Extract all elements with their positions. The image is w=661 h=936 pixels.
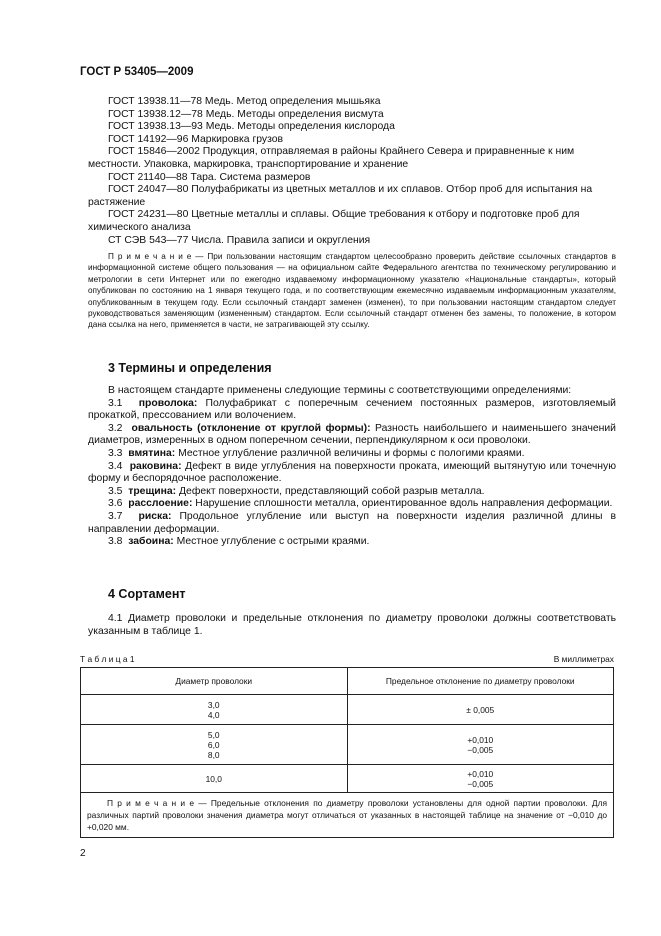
reference-item: СТ СЭВ 543—77 Числа. Правила записи и округления [108, 234, 371, 246]
reference-item: ГОСТ 21140—88 Тара. Система размеров [108, 171, 311, 183]
term-name: риска: [138, 510, 172, 522]
reference-item: ГОСТ 24231—80 Цветные металлы и сплавы. Общие требования к отбору и подготовке проб для химического анализа [88, 209, 580, 233]
term-item [88, 398, 616, 423]
reference-item: ГОСТ 13938.13—93 Медь. Методы определения кислорода [108, 121, 395, 133]
term-name: трещина: [128, 485, 177, 497]
section-4-paragraph: 4.1 Диаметр проволоки и предельные отклонения по диаметру проволоки должны соответствовать указанным в таблице 1. [88, 613, 616, 637]
diameter-value: 8,0 [207, 749, 220, 760]
term-number: 3.4 [108, 460, 123, 472]
table-header-diameter: Диаметр проволоки [81, 668, 348, 695]
term-number: 3.5 [108, 485, 123, 497]
term-name: забоина: [128, 536, 174, 548]
term-item [88, 448, 616, 461]
table-row [81, 725, 614, 765]
diameter-value: 4,0 [207, 709, 220, 720]
diameter-value: 3,0 [207, 699, 220, 710]
term-name: вмятина: [128, 447, 176, 459]
table-unit: В миллиметрах [553, 654, 614, 664]
term-item [88, 486, 616, 499]
reference-item: ГОСТ 24047—80 Полуфабрикаты из цветных металлов и их сплавов. Отбор проб для испытания на растяжение [88, 184, 593, 208]
term-definition: Местное углубление различной величины и формы с пологими краями. [175, 447, 525, 459]
references-list [88, 96, 616, 247]
deviation-cell [347, 725, 614, 765]
term-item [88, 423, 616, 448]
deviation-value: +0,010 [467, 734, 494, 745]
note-label: П р и м е ч а н и е [107, 798, 195, 808]
diameter-value: 10,0 [205, 773, 222, 784]
table-note-row [81, 793, 614, 838]
term-definition: Дефект поверхности, представляющий собой разрыв металла. [176, 485, 485, 497]
term-definition: Нарушение сплошности металла, ориентированное вдоль направления деформации. [192, 498, 613, 510]
table-row [81, 765, 614, 793]
term-number: 3.3 [108, 447, 123, 459]
term-number: 3.8 [108, 536, 123, 548]
term-number: 3.7 [108, 510, 123, 522]
term-number: 3.2 [108, 422, 123, 434]
document-header: ГОСТ Р 53405—2009 [80, 66, 194, 78]
term-definition: Полуфабрикат с поперечным сечением постоянных размеров, изготовляемый прокаткой, прессованием или волочением. [88, 397, 616, 422]
note-label: П р и м е ч а н и е [108, 252, 192, 261]
term-item [88, 511, 616, 536]
table-row [81, 695, 614, 725]
table-header-row [81, 668, 614, 695]
references-note [88, 251, 616, 331]
diameter-cell [81, 725, 348, 765]
table-header-deviation: Предельное отклонение по диаметру проволоки [347, 668, 614, 695]
deviation-cell [347, 765, 614, 793]
reference-item: ГОСТ 14192—96 Маркировка грузов [108, 133, 284, 145]
table-caption: Т а б л и ц а 1 [80, 654, 135, 664]
table-note [81, 793, 614, 838]
term-definition: Дефект в виде углубления на поверхности проката, имеющий вытянутую или точечную форму и беспорядочное расположение. [88, 460, 616, 485]
term-number: 3.6 [108, 498, 123, 510]
terms-list [88, 385, 616, 549]
term-item [88, 461, 616, 486]
term-name: расслоение: [128, 498, 193, 510]
term-name: проволока: [138, 397, 198, 409]
reference-item: ГОСТ 15846—2002 Продукция, отправляемая в районы Крайнего Севера и приравненные к ним местности. Упаковка, маркировка, транспортирование и хранение [88, 146, 575, 170]
deviation-value: ± 0,005 [466, 704, 495, 715]
table-1 [80, 667, 614, 838]
reference-item: ГОСТ 13938.12—78 Медь. Методы определения висмута [108, 108, 384, 120]
deviation-value: −0,005 [467, 778, 494, 789]
deviation-value: +0,010 [467, 768, 494, 779]
diameter-value: 6,0 [207, 739, 220, 750]
term-definition: Продольное углубление или выступ на поверхности изделия различной длины в направлении деформации. [88, 510, 616, 535]
page-number: 2 [80, 848, 86, 859]
term-definition: Местное углубление с острыми краями. [173, 536, 370, 548]
diameter-cell [81, 695, 348, 725]
deviation-value: −0,005 [467, 744, 494, 755]
note-text: — При пользовании настоящим стандартом целесообразно проверить действие ссылочных стандартов в информационной системе общего пользования — на официальном сайте Федерального агентства по техническому регулированию и метрологии в сети Интернет или по ежегодно издаваемому информационному указателю «Национальные стандарты», который опубликован по состоянию на 1 января текущего года, и по соответствующим ежемесячно издаваемым информационным указателям, опубликованным в текущем году. Если ссылочный стандарт заменен (изменен), то при пользовании настоящим стандартом следует руководствоваться заменяющим (измененным) стандартом. Если ссылочный стандарт отменен без замены, то положение, в котором дана ссылка на него, применяется в части, не затрагивающей эту ссылку. [88, 252, 616, 330]
term-number: 3.1 [108, 397, 123, 409]
deviation-cell [347, 695, 614, 725]
diameter-value: 5,0 [207, 729, 220, 740]
term-item [88, 536, 616, 549]
terms-intro: В настоящем стандарте применены следующие термины с соответствующими определениями: [108, 385, 572, 396]
term-definition: Разность наибольшего и наименьшего значений диаметров, измеренных в одном поперечном сечении, перпендикулярном к оси проволоки. [88, 422, 616, 447]
note-text: — Предельные отклонения по диаметру проволоки установлены для одной партии проволоки. Для различных партий проволоки значения диаметра могут отличаться от указанных в настоящей таблице на значение от −0,010 до +0,020 мм. [87, 798, 608, 832]
term-item [88, 498, 616, 511]
term-name: овальность (отклонение от круглой формы): [131, 422, 371, 434]
reference-item: ГОСТ 13938.11—78 Медь. Метод определения мышьяка [108, 96, 381, 107]
section-4-heading: 4 Сортамент [108, 587, 186, 601]
diameter-cell [81, 765, 348, 793]
term-name: раковина: [129, 460, 182, 472]
section-3-heading: 3 Термины и определения [108, 361, 272, 375]
